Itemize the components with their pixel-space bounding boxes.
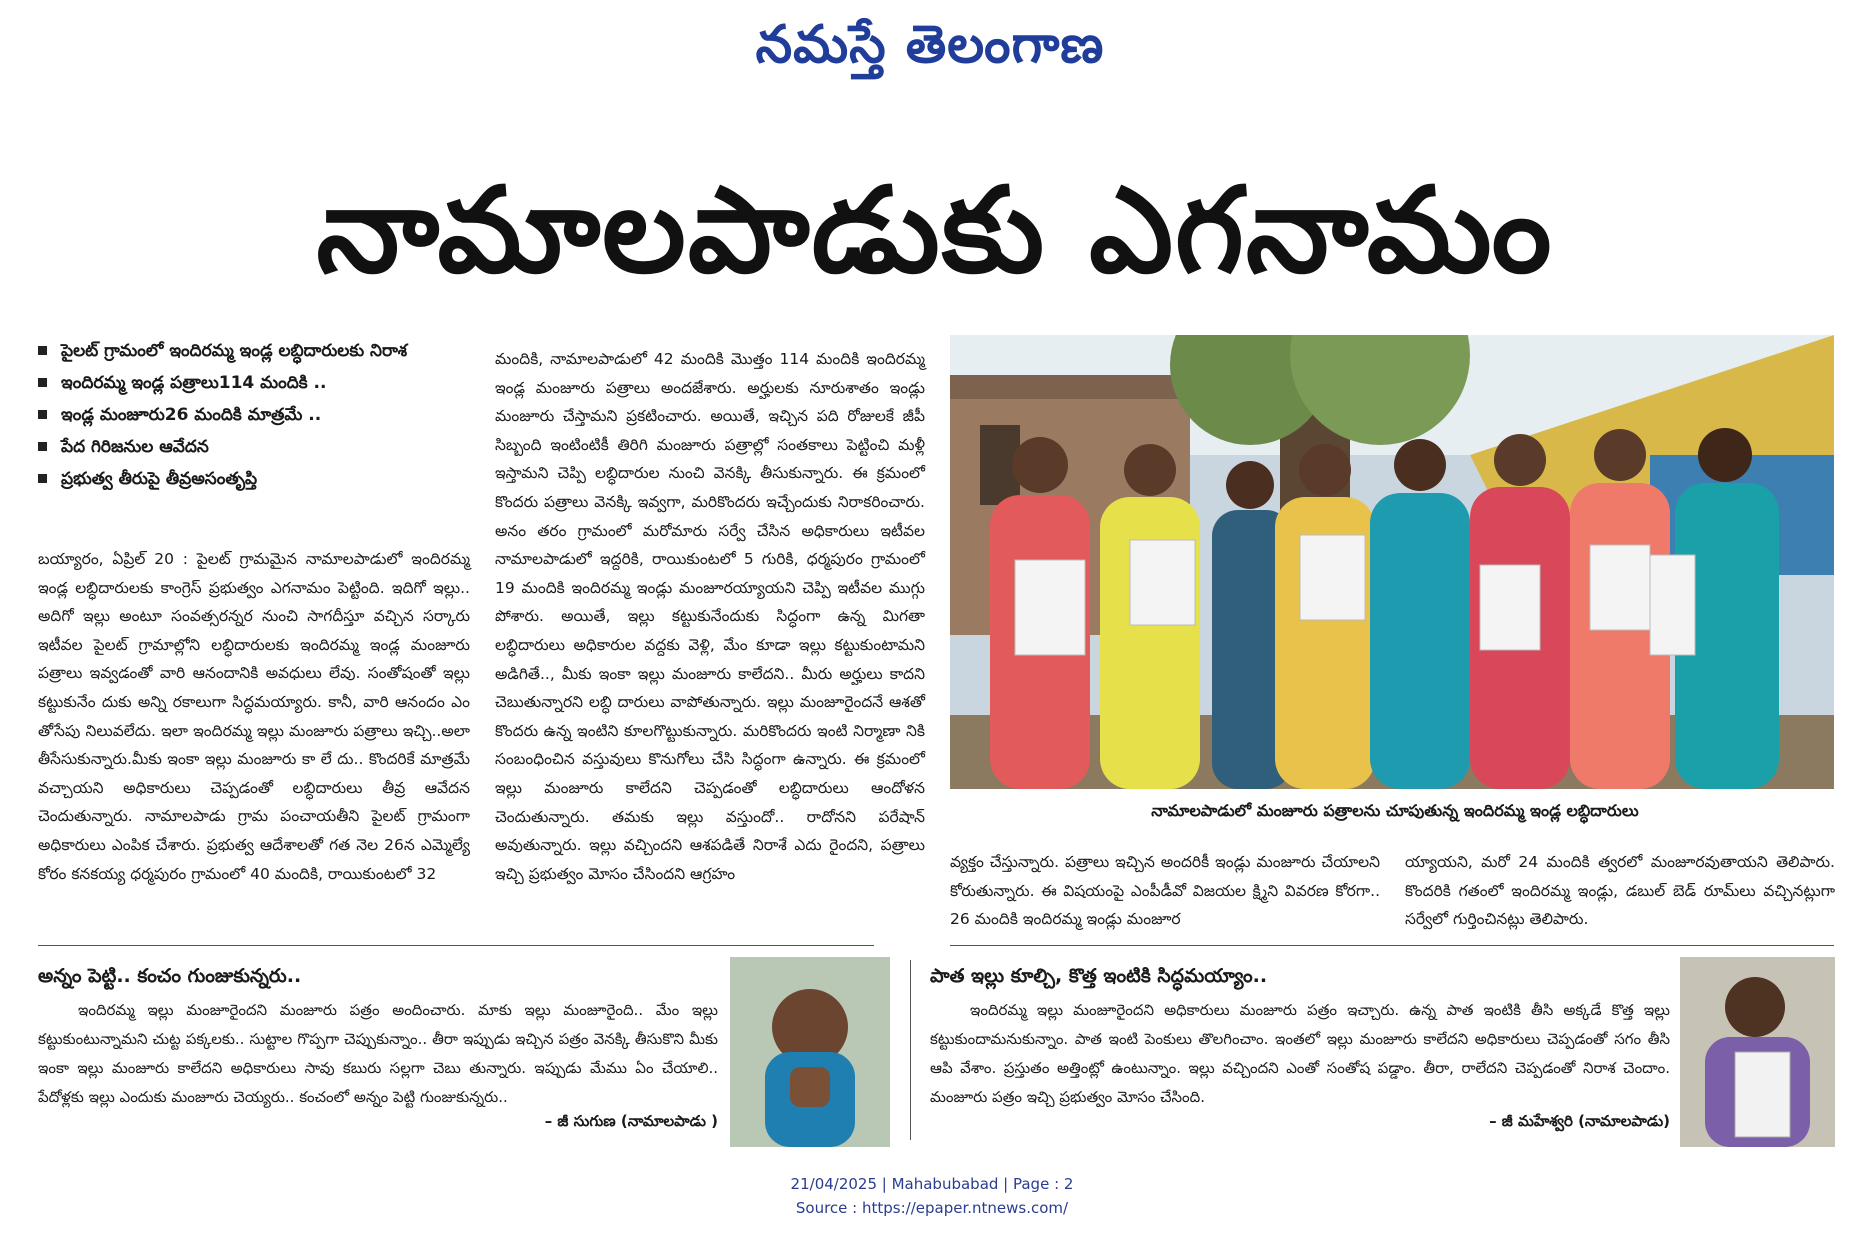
masthead-logo: నమస్తే తెలంగాణ [755,14,1105,75]
photo-caption: నామాలపాడులో మంజూరు పత్రాలను చూపుతున్న ఇందిరమ్మ ఇండ్ల లబ్ధిదారులు [1151,801,1639,820]
portrait-photo-right [1680,957,1835,1147]
quote-signature-left: – జీ సుగుణ (నామాలపాడు ) [544,1112,718,1130]
quote-signature-right: – జీ మహేశ్వరి (నామాలపాడు) [1489,1112,1670,1130]
divider-left [38,945,874,946]
bullet-square-icon [38,442,47,451]
quote-box-left [38,962,718,1134]
bullet-square-icon [38,346,47,355]
divider-right [950,945,1834,946]
portrait-photo-left [730,957,890,1147]
article-column-3: వ్యక్తం చేస్తున్నారు. పత్రాలు ఇచ్చిన అందరికీ ఇండ్లు మంజూరు చేయాలని కోరుతున్నారు. ఈ విషయంపై ఎంపీడీవో విజయల క్ష్మిని వివరణ కోరగా.. 26 మందికి ఇందిరమ్మ ఇండ్లు మంజూర [950,853,1380,929]
page-footer [700,1172,1164,1220]
quote-title-left: అన్నం పెట్టి.. కంచం గుంజుకున్నరు.. [38,965,302,987]
footer-source: Source : https://epaper.ntnews.com/ [795,1199,1069,1217]
bullet-square-icon [38,378,47,387]
quote-box-right [930,962,1670,1134]
quote-text-right: ఇందిరమ్మ ఇల్లు మంజూరైందని అధికారులు మంజూరు పత్రం ఇచ్చారు. ఉన్న పాత ఇంటికి తీసి అక్కడే కొత్త ఇల్లు కట్టుకుందామనుకున్నాం. పాత ఇంటి పెంకులు తొలగించాం. ఇంతలో ఇల్లు మంజూరు కాలేదని అధికారులు చెప్పడంతో సగం తీసి ఆపి వేశాం. ప్రస్తుతం అత్తింట్లో ఉంటున్నాం. ఇల్లు వచ్చిందని ఎంతో సంతోష పడ్డాం. తీరా, రాలేదని చెప్పడంతో నిరాశ చెందాం. మంజూరు పత్రం ఇచ్చి ప్రభుత్వం మోసం చేసింది. [930,1001,1670,1106]
quote-title-right: పాత ఇల్లు కూల్చి, కొత్త ఇంటికి సిద్ధమయ్యాం.. [930,965,1268,987]
headline: నామాలపాడుకు ఎగనామం [316,161,1554,299]
bullet-item: ఇండ్ల మంజూరు26 మందికి మాత్రమే .. [38,399,458,431]
bullet-item: ప్రభుత్వ తీరుపై తీవ్రఅసంతృప్తి [38,463,458,495]
source-link[interactable]: https://epaper.ntnews.com/ [862,1199,1069,1217]
article-column-1: బయ్యారం, ఏప్రిల్ 20 : పైలట్ గ్రామమైన నామాలపాడులో ఇందిరమ్మ ఇండ్ల లబ్ధిదారులకు కాంగ్రెస్ ప్రభుత్వం ఎగనామం పెట్టింది. ఇదిగో ఇల్లు.. అదిగో ఇల్లు అంటూ సంవత్సరన్నర నుంచి సాగదీస్తూ వచ్చిన సర్కారు ఇటీవల పైలట్ గ్రామాల్లోని లబ్ధిదారులకు ఇందిరమ్మ ఇండ్ల మంజూరు పత్రాలు ఇవ్వడంతో వారి ఆనందానికి అవధులు లేవు. సంతోషంతో ఇల్లు కట్టుకునేం దుకు అన్ని రకాలుగా సిద్ధమయ్యారు. కానీ, వారి ఆనందం ఎం తోసేపు నిలువలేదు. ఇలా ఇందిరమ్మ ఇల్లు మంజూరు పత్రాలు ఇచ్చి..అలా తీసేసుకున్నారు.మీకు ఇంకా ఇల్లు మంజూరు కా లే దు.. కొందరికే మాత్రమే వచ్చాయని అధికారులు చెప్పడంతో లబ్ధిదారులు తీవ్ర ఆవేదన చెందుతున్నారు. నామాలపాడు గ్రామ పంచాయతీని పైలట్ గ్రామంగా అధికారులు ఎంపిక చేశారు. ప్రభుత్వ ఆదేశాలతో గత నెల 26న ఎమ్మెల్యే కోరం కనకయ్య ధర్మపురం గ్రామంలో 40 మందికి, రాయికుంటలో 32 [38,550,470,883]
article-column-4: య్యాయని, మరో 24 మందికి త్వరలో మంజూరవుతాయని తెలిపారు. కొందరికి గతంలో ఇందిరమ్మ ఇండ్లు, డబుల్ బెడ్ రూమ్‌లు వచ్చినట్లుగా సర్వేలో గుర్తించినట్లు తెలిపారు. [1405,853,1835,929]
bullet-square-icon [38,410,47,419]
woman-portrait-illustration [730,957,890,1147]
bullet-square-icon [38,474,47,483]
bullet-list [38,335,458,495]
bullet-item: పేద గిరిజనుల ఆవేదన [38,431,458,463]
woman-with-document-illustration [1680,957,1835,1147]
box-divider [910,960,911,1140]
group-photo-illustration [950,335,1834,789]
main-photo [950,335,1834,789]
bullet-item: పైలట్ గ్రామంలో ఇందిరమ్మ ఇండ్ల లబ్ధిదారులకు నిరాశ [38,335,458,367]
bullet-item: ఇందిరమ్మ ఇండ్ల పత్రాలు114 మందికి .. [38,367,458,399]
footer-date-line: 21/04/2025 | Mahabubabad | Page : 2 [790,1175,1074,1193]
quote-text-left: ఇందిరమ్మ ఇల్లు మంజూరైందని మంజూరు పత్రం అందించారు. మాకు ఇల్లు మంజూరైంది.. మేం ఇల్లు కట్టుకుంటున్నామని చుట్ట పక్కలకు.. సుట్టాల గొప్పగా చెప్పుకున్నాం.. తీరా ఇప్పుడు ఇచ్చిన పత్రం వెనక్కి తీసుకొని మీకు ఇంకా ఇల్లు మంజూరు కాలేదని అధికారులు సావు కబురు సల్లగా చెబు తున్నారు. ఇప్పుడు మేము ఏం చేయాలి.. పేదోళ్లకు ఇల్లు ఎందుకు మంజూరు చెయ్యరు.. కంచంలో అన్నం పెట్టి గుంజుకున్నరు.. [38,1001,718,1106]
article-column-2: మందికి, నామాలపాడులో 42 మందికి మొత్తం 114 మందికి ఇందిరమ్మ ఇండ్ల మంజూరు పత్రాలు అందజేశారు. అర్హులకు నూరుశాతం ఇండ్లు మంజూరు చేస్తామని ప్రకటించారు. అయితే, ఇచ్చిన పది రోజులకే జీపీ సిబ్బంది ఇంటింటికీ తిరిగి మంజూరు పత్రాల్లో సంతకాలు పెట్టించి మళ్లీ ఇస్తామని చెప్పి లబ్ధిదారుల నుంచి వెనక్కి తీసుకున్నారు. ఈ క్రమంలో కొందరు పత్రాలు వెనక్కి ఇవ్వగా, మరికొందరు ఇచ్చేందుకు నిరాకరించారు. అనం తరం గ్రామంలో మరోమారు సర్వే చేసిన అధికారులు ఇటీవల నామాలపాడులో ఇద్దరికి, రాయికుంటలో 5 గురికి, ధర్మపురం గ్రామంలో 19 మందికి ఇందిరమ్మ ఇండ్లు మంజూరయ్యాయని చెప్పి ఇటీవల ముగ్గు పోశారు. అయితే, ఇల్లు కట్టుకునేందుకు సిద్ధంగా ఉన్న మిగతా లబ్ధిదారులు అధికారుల వద్దకు వెళ్లి, మేం కూడా ఇల్లు కట్టుకుంటామని అడిగితే.., మీకు ఇంకా ఇల్లు మంజూరు కాలేదని.. మీరు అర్హులు కాదని చెబుతున్నారని లబ్ధి దారులు వాపోతున్నారు. ఇల్లు మంజూరైందనే ఆశతో కొందరు ఉన్న ఇంటిని కూలగొట్టుకున్నారు. మరికొందరు ఇంటి నిర్మాణా నికి సంబంధించిన వస్తువులు కొనుగోలు చేసి సిద్ధంగా ఉన్నారు. ఈ క్రమంలో ఇల్లు మంజూరు కాలేదని చెప్పడంతో లబ్ధిదారులు ఆందోళన చెందుతున్నారు. తమకు ఇల్లు వస్తుందో.. రాదోనని పరేషాన్ అవుతున్నారు. ఇల్లు వచ్చిందని ఆశపడితే నిరాశే ఎదు రైందని, పత్రాలు ఇచ్చి ప్రభుత్వం మోసం చేసిందని ఆగ్రహం [495,350,925,883]
